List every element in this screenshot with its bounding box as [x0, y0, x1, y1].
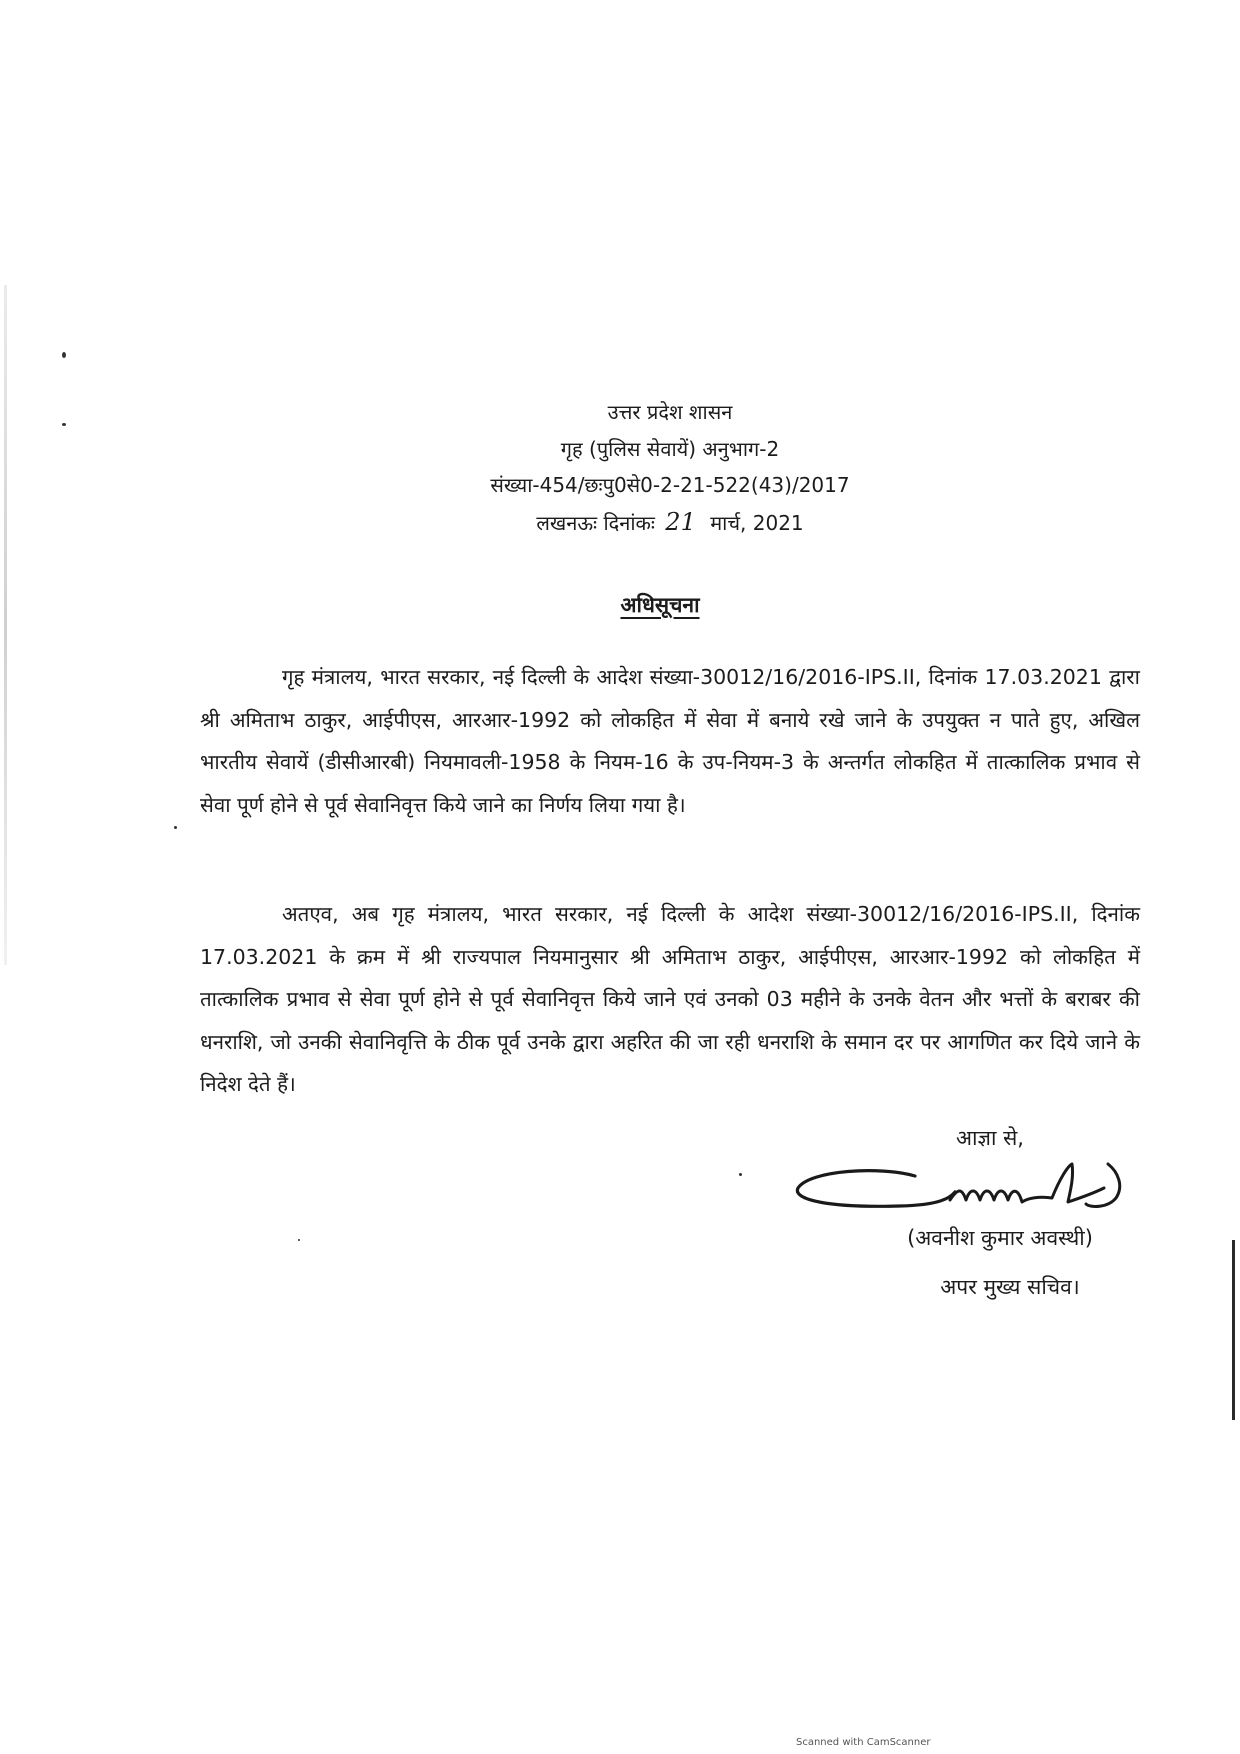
signer-name: (अवनीश कुमार अवस्थी): [907, 1226, 1093, 1250]
scan-speck: [174, 826, 177, 829]
body-paragraph-1: गृह मंत्रालय, भारत सरकार, नई दिल्ली के आदेश संख्या-30012/16/2016-IPS.II, दिनांक 17.03.2021 द्वारा श्री अमिताभ ठाकुर, आईपीएस, आरआर-1992 को लोकहित में सेवा में बनाये रखे जाने के उपयुक्त न पाते हुए, अखिल भारतीय सेवायें (डीसीआरबी) नियमावली-1958 के नियम-16 के उप-नियम-3 के अन्तर्गत लोकहित में तात्कालिक प्रभाव से सेवा पूर्ण होने से पूर्व सेवानिवृत्त किये जाने का निर्णय लिया गया है।: [200, 665, 1140, 817]
issue-date: [440, 504, 900, 542]
reference-number: संख्या-454/छःपु0से0-2-21-522(43)/2017: [490, 473, 850, 497]
date-prefix: लखनऊः दिनांकः: [536, 510, 655, 535]
department-name: गृह (पुलिस सेवायें) अनुभाग-2: [560, 436, 780, 461]
page-edge-shadow-right: [1232, 1240, 1235, 1420]
date-day-handwritten: 21: [665, 507, 696, 536]
scan-speck: [62, 352, 66, 358]
signer-designation: अपर मुख्य सचिव।: [940, 1275, 1080, 1299]
scan-speck: [739, 1173, 742, 1176]
body-paragraph-2: अतएव, अब गृह मंत्रालय, भारत सरकार, नई दिल्ली के आदेश संख्या-30012/16/2016-IPS.II, दिनांक 17.03.2021 के क्रम में श्री राज्यपाल नियमानुसार श्री अमिताभ ठाकुर, आईपीएस, आरआर-1992 को लोकहित में तात्कालिक प्रभाव से सेवा पूर्ण होने से पूर्व सेवानिवृत्त किये जाने एवं उनको 03 महीने के उनके वेतन और भत्तों के बराबर की धनराशि, जो उनकी सेवानिवृत्ति के ठीक पूर्व उनके द्वारा अहरित की जा रही धनराशि के समान दर पर आगणित कर दिये जाने के निदेश देते हैं।: [200, 902, 1140, 1096]
scanner-watermark: Scanned with CamScanner: [796, 1737, 931, 1748]
handwritten-signature: [790, 1158, 1180, 1228]
scan-speck: [62, 423, 66, 426]
by-order-line: आज्ञा से,: [956, 1126, 1024, 1150]
date-month-year: मार्च, 2021: [710, 510, 804, 535]
government-name: उत्तर प्रदेश शासन: [607, 400, 733, 424]
document-header: [440, 394, 900, 541]
notice-title: अधिसूचना: [620, 593, 700, 617]
scan-speck: [298, 1239, 300, 1241]
page-edge-shadow: [4, 285, 7, 965]
